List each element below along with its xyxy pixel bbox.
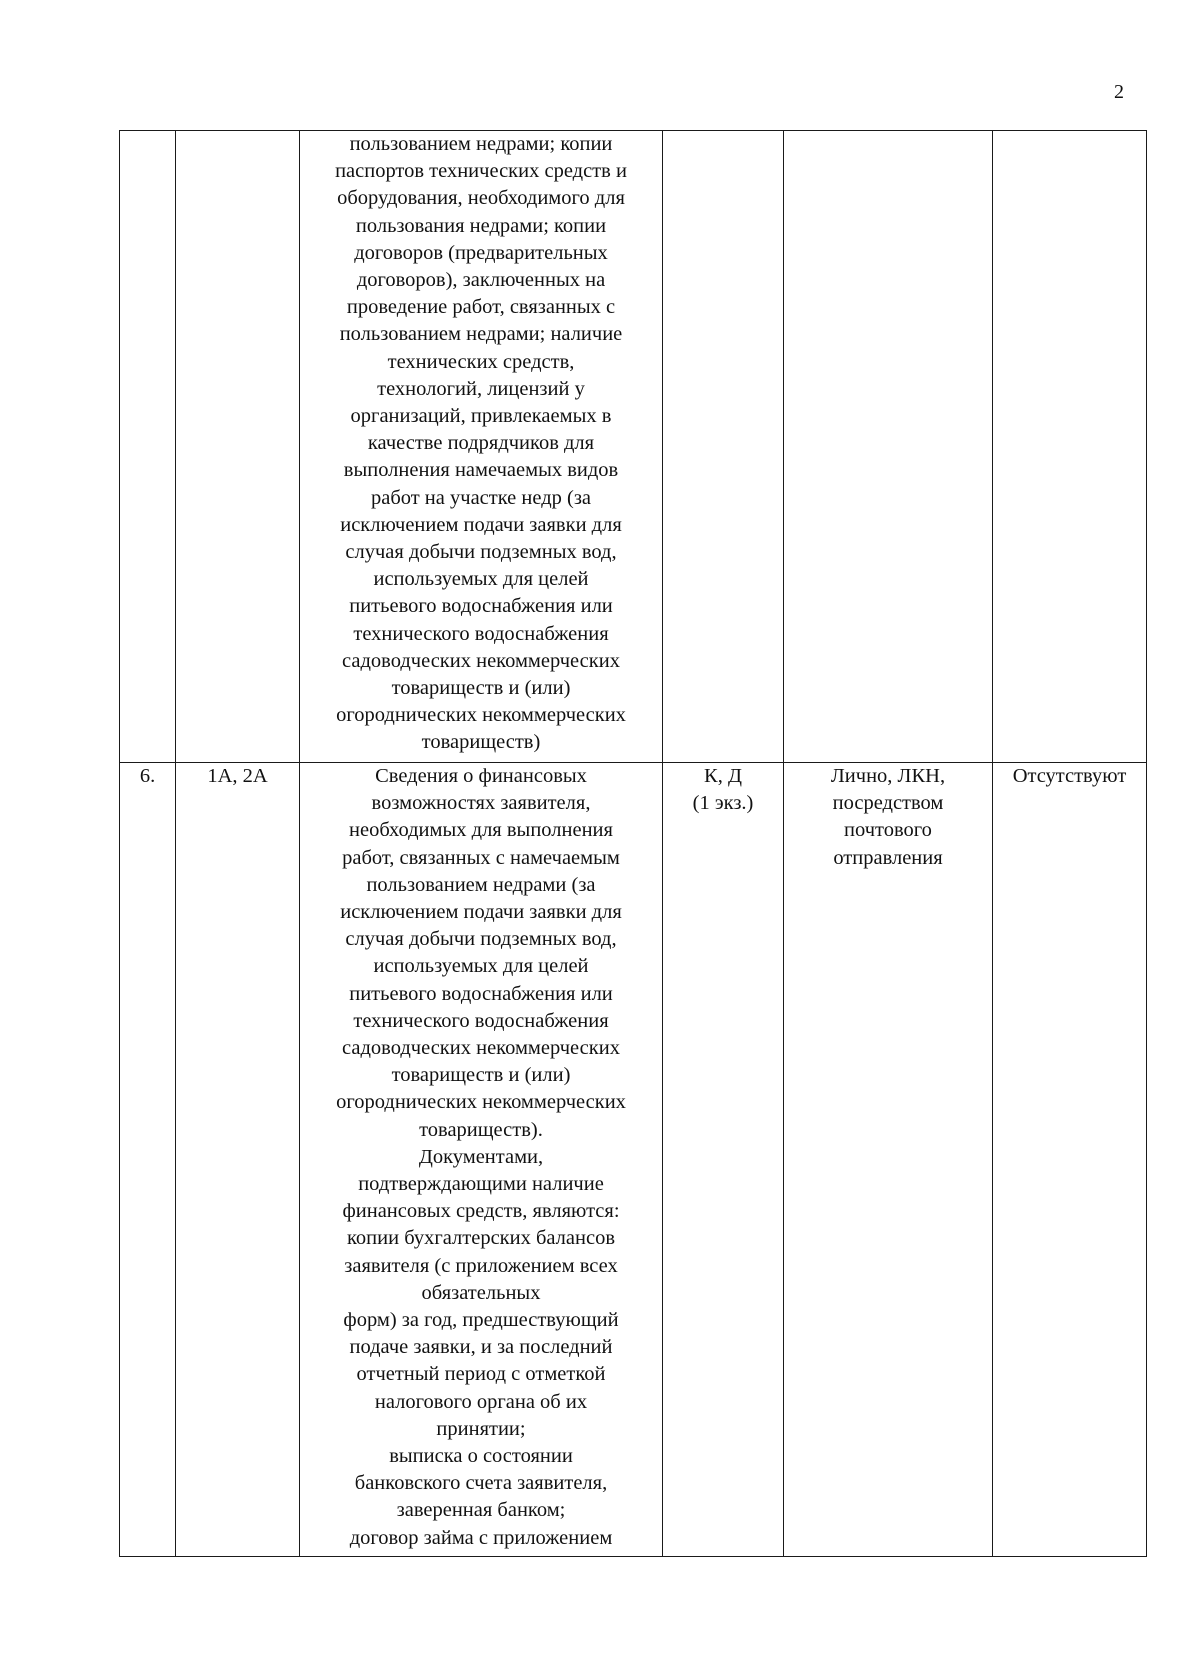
cell-code: [176, 131, 300, 763]
cell-number: [120, 131, 176, 763]
cell-method: [784, 131, 993, 763]
cell-number: 6.: [120, 763, 176, 1557]
cell-note: Отсутствуют: [993, 763, 1147, 1557]
cell-method: Лично, ЛКН, посредством почтового отправления: [784, 763, 993, 1557]
document-table: [119, 130, 1147, 1557]
table-row: [120, 763, 1147, 1557]
cell-note: [993, 131, 1147, 763]
page-number: 2: [1114, 81, 1124, 103]
cell-code: 1А, 2А: [176, 763, 300, 1557]
cell-description: Сведения о финансовых возможностях заявителя, необходимых для выполнения работ, связанных с намечаемым пользованием недрами (за исключением подачи заявки для случая добычи подземных вод, используемых для целей питьевого водоснабжения или технического водоснабжения садоводческих некоммерческих товариществ и (или) огороднических некоммерческих товариществ). Документами, подтверждающими наличие финансовых средств, являются: копии бухгалтерских балансов заявителя (с приложением всех обязательных форм) за год, предшествующий подаче заявки, и за последний отчетный период с отметкой налогового органа об их принятии; выписка о состоянии банковского счета заявителя, заверенная банком; договор займа с приложением: [300, 763, 663, 1557]
cell-description: пользованием недрами; копии паспортов технических средств и оборудования, необходимого для пользования недрами; копии договоров (предварительных договоров), заключенных на проведение работ, связанных с пользованием недрами; наличие технических средств, технологий, лицензий у организаций, привлекаемых в качестве подрядчиков для выполнения намечаемых видов работ на участке недр (за исключением подачи заявки для случая добычи подземных вод, используемых для целей питьевого водоснабжения или технического водоснабжения садоводческих некоммерческих товариществ и (или) огороднических некоммерческих товариществ): [300, 131, 663, 763]
cell-form: [663, 131, 784, 763]
table-row: [120, 131, 1147, 763]
cell-form: К, Д (1 экз.): [663, 763, 784, 1557]
